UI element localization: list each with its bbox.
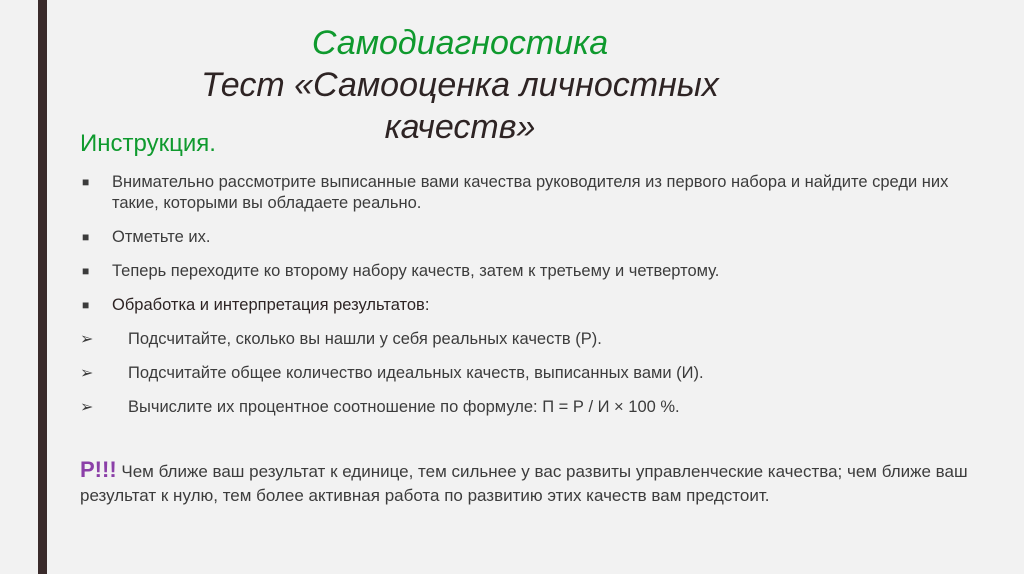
title-line-2: Тест «Самооценка личностных качеств»: [201, 66, 719, 146]
arrow-bullet-icon: ➢: [80, 365, 94, 382]
list-item: [80, 227, 990, 248]
list-item-text: Теперь переходите ко второму набору качеств, затем к третьему и четвертому.: [112, 262, 720, 280]
slide-title: [180, 22, 740, 148]
square-bullet-icon: ■: [82, 298, 90, 312]
instruction-list: [80, 172, 990, 431]
list-item: [80, 363, 990, 384]
note-accent: P!!!: [80, 457, 117, 482]
title-line-1: Самодиагностика: [311, 24, 609, 62]
arrow-bullet-icon: ➢: [80, 399, 94, 416]
list-item: [80, 261, 990, 282]
arrow-bullet-icon: ➢: [80, 331, 94, 348]
list-item: [80, 397, 990, 418]
square-bullet-icon: ■: [82, 175, 90, 189]
formula-text: Вычислите их процентное соотношение по формуле: П = Р / И × 100 %.: [128, 398, 680, 416]
list-item-text: Внимательно рассмотрите выписанные вами качества руководителя из первого набора и найдите среди них такие, которыми вы обладаете реально.: [112, 173, 949, 212]
list-item: [80, 329, 990, 350]
square-bullet-icon: ■: [82, 230, 90, 244]
square-bullet-icon: ■: [82, 264, 90, 278]
list-item: [80, 172, 990, 214]
list-item-text: Отметьте их.: [112, 228, 211, 246]
list-item: [80, 295, 990, 316]
list-item-text: Подсчитайте общее количество идеальных качеств, выписанных вами (И).: [128, 364, 704, 382]
result-note: [80, 458, 1000, 508]
left-accent-bar: [38, 0, 47, 574]
note-text: Чем ближе ваш результат к единице, тем сильнее у вас развиты управленческие качества; чем ближе ваш результат к нулю, тем более активная работа по развитию этих качеств вам предстоит.: [80, 462, 968, 505]
instruction-heading: Инструкция.: [80, 130, 216, 157]
list-item-text: Подсчитайте, сколько вы нашли у себя реальных качеств (Р).: [128, 330, 602, 348]
processing-heading: Обработка и интерпретация результатов:: [112, 296, 430, 314]
